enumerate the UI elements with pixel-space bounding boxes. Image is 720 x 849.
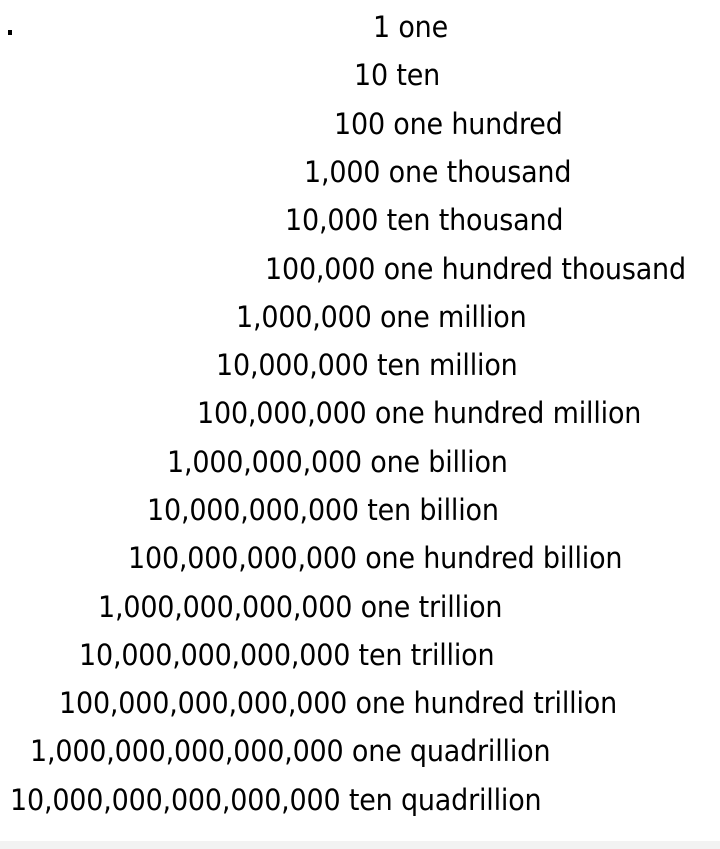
number-line-11: 10,000,000,000 ten billion bbox=[147, 493, 499, 527]
number-line-12: 100,000,000,000 one hundred billion bbox=[128, 541, 623, 575]
number-line-13: 1,000,000,000,000 one trillion bbox=[98, 590, 503, 624]
number-line-3: 100 one hundred bbox=[334, 107, 563, 141]
number-line-17: 10,000,000,000,000,000 ten quadrillion bbox=[10, 783, 542, 817]
number-line-8: 10,000,000 ten million bbox=[216, 348, 518, 382]
number-line-16: 1,000,000,000,000,000 one quadrillion bbox=[30, 734, 551, 768]
number-line-6: 100,000 one hundred thousand bbox=[265, 252, 686, 286]
number-line-9: 100,000,000 one hundred million bbox=[197, 396, 642, 430]
number-line-2: 10 ten bbox=[354, 58, 441, 92]
period-mark bbox=[8, 30, 12, 35]
number-line-1: 1 one bbox=[373, 10, 448, 44]
number-line-4: 1,000 one thousand bbox=[304, 155, 572, 189]
number-line-15: 100,000,000,000,000 one hundred trillion bbox=[59, 686, 617, 720]
number-line-5: 10,000 ten thousand bbox=[285, 203, 564, 237]
bottom-divider bbox=[0, 841, 720, 849]
number-line-14: 10,000,000,000,000 ten trillion bbox=[79, 638, 495, 672]
number-line-7: 1,000,000 one million bbox=[236, 300, 527, 334]
number-line-10: 1,000,000,000 one billion bbox=[167, 445, 508, 479]
